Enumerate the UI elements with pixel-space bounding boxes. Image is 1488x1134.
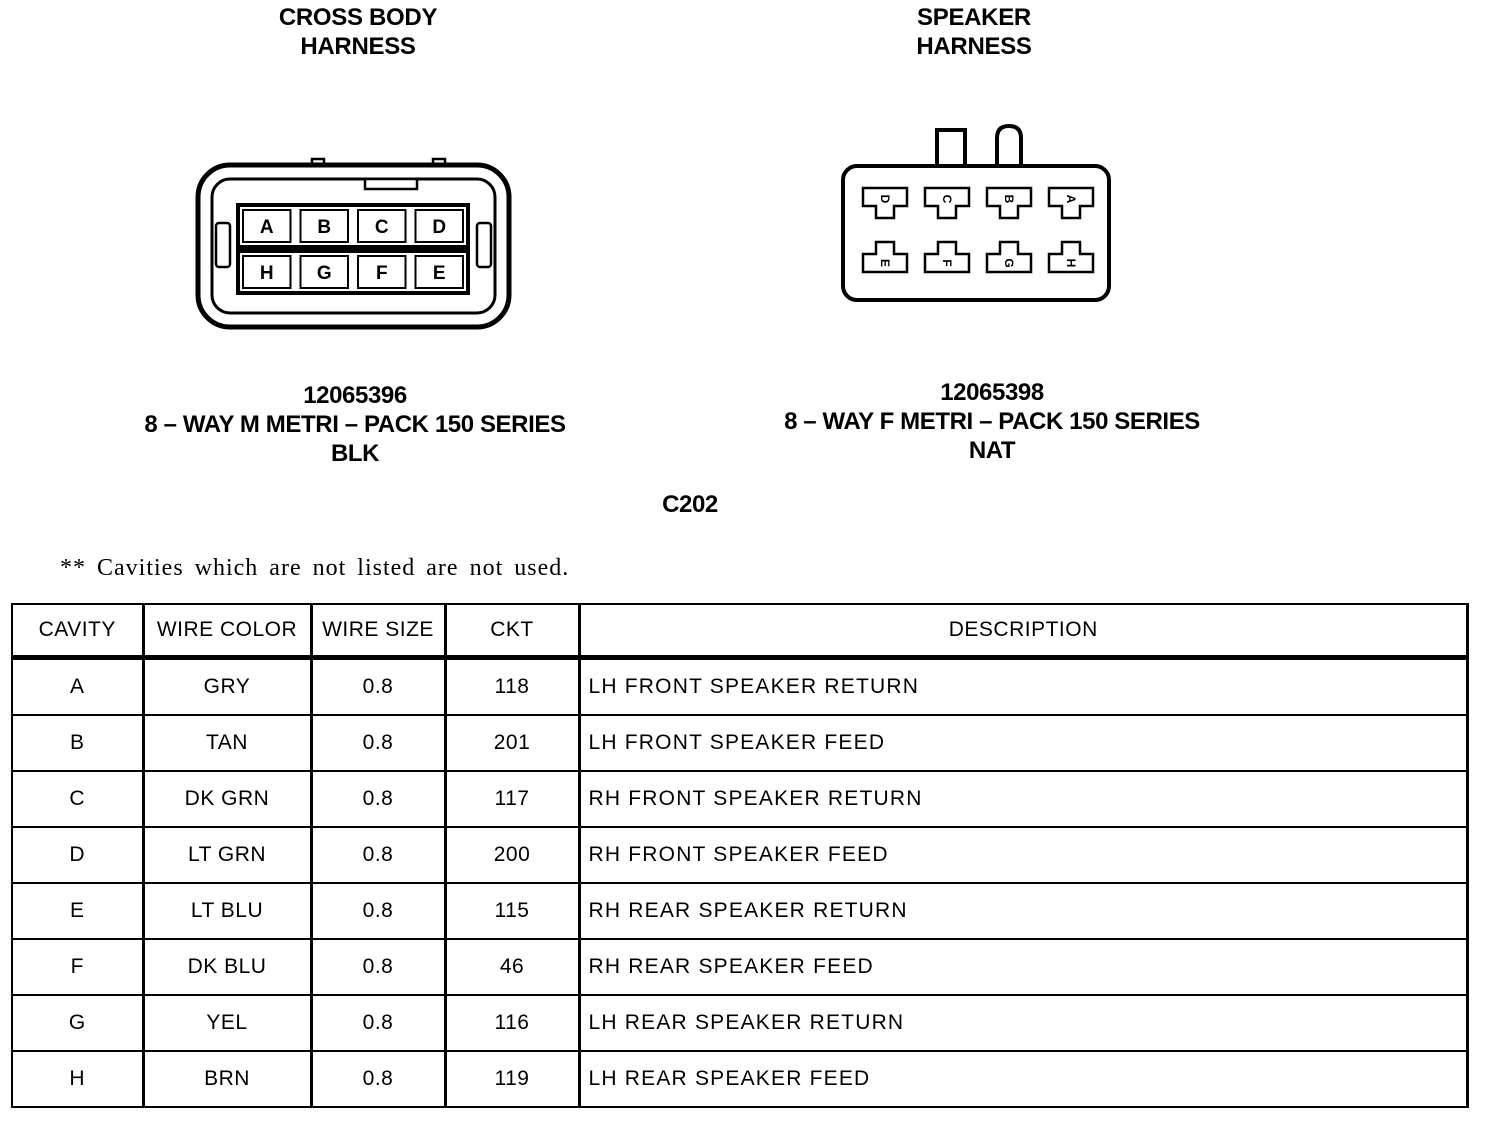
cavity-cell: A bbox=[12, 658, 143, 716]
table-row bbox=[12, 715, 1468, 771]
right-cavity-label: F bbox=[940, 259, 954, 267]
right-cavity-label: A bbox=[1064, 194, 1078, 204]
ckt-cell: 200 bbox=[445, 827, 579, 883]
ckt-cell: 116 bbox=[445, 995, 579, 1051]
cavity-cell: G bbox=[12, 995, 143, 1051]
table-header-row bbox=[12, 604, 1468, 658]
right-connector-type: 8 – WAY F METRI – PACK 150 SERIES bbox=[784, 408, 1200, 435]
table-row bbox=[12, 658, 1468, 716]
left-connector-part-number: 12065396 bbox=[303, 382, 407, 409]
wire-size-cell: 0.8 bbox=[311, 883, 445, 939]
ckt-cell: 118 bbox=[445, 658, 579, 716]
left-connector-diagram bbox=[190, 155, 525, 335]
left-connector-title bbox=[208, 3, 508, 61]
table-row bbox=[12, 939, 1468, 995]
right-cavity-label: B bbox=[1002, 194, 1016, 204]
right-connector-title bbox=[824, 3, 1124, 61]
header-ckt: CKT bbox=[445, 604, 579, 658]
wire-size-cell: 0.8 bbox=[311, 715, 445, 771]
right-cavity-label: C bbox=[940, 194, 954, 204]
right-connector-diagram bbox=[835, 120, 1120, 310]
right-cavity-label: H bbox=[1064, 258, 1078, 268]
wire-color-cell: DK GRN bbox=[143, 771, 311, 827]
left-cavity-label: E bbox=[432, 263, 446, 284]
left-cavity-label: D bbox=[432, 217, 447, 238]
unused-cavities-note: ** Cavities which are not listed are not used. bbox=[60, 555, 570, 581]
wire-size-cell: 0.8 bbox=[311, 658, 445, 716]
header-wire-size: WIRE SIZE bbox=[311, 604, 445, 658]
cavity-table bbox=[11, 603, 1469, 1108]
description-cell: RH FRONT SPEAKER FEED bbox=[579, 827, 1468, 883]
table-row bbox=[12, 771, 1468, 827]
wire-size-cell: 0.8 bbox=[311, 939, 445, 995]
table-row bbox=[12, 1051, 1468, 1107]
description-cell: LH FRONT SPEAKER FEED bbox=[579, 715, 1468, 771]
left-connector-type: 8 – WAY M METRI – PACK 150 SERIES bbox=[144, 411, 566, 438]
left-cavity-label: C bbox=[374, 217, 389, 238]
wire-size-cell: 0.8 bbox=[311, 995, 445, 1051]
cavity-cell: F bbox=[12, 939, 143, 995]
left-cavity-label: A bbox=[259, 217, 274, 238]
wire-size-cell: 0.8 bbox=[311, 827, 445, 883]
left-connector-title-line2: HARNESS bbox=[300, 33, 416, 60]
ckt-cell: 115 bbox=[445, 883, 579, 939]
header-wire-color: WIRE COLOR bbox=[143, 604, 311, 658]
left-cavity-label: B bbox=[317, 217, 332, 238]
wire-size-cell: 0.8 bbox=[311, 1051, 445, 1107]
wire-color-cell: DK BLU bbox=[143, 939, 311, 995]
table-row bbox=[12, 827, 1468, 883]
cavity-cell: D bbox=[12, 827, 143, 883]
cavity-cell: C bbox=[12, 771, 143, 827]
ckt-cell: 117 bbox=[445, 771, 579, 827]
right-cavity-label: G bbox=[1002, 258, 1016, 268]
wire-color-cell: TAN bbox=[143, 715, 311, 771]
left-connector-color: BLK bbox=[330, 440, 380, 467]
ckt-cell: 46 bbox=[445, 939, 579, 995]
left-cavity-label: F bbox=[375, 263, 388, 284]
cavity-cell: H bbox=[12, 1051, 143, 1107]
wire-color-cell: LT BLU bbox=[143, 883, 311, 939]
description-cell: LH FRONT SPEAKER RETURN bbox=[579, 658, 1468, 716]
wire-color-cell: BRN bbox=[143, 1051, 311, 1107]
description-cell: LH REAR SPEAKER FEED bbox=[579, 1051, 1468, 1107]
cavity-cell: E bbox=[12, 883, 143, 939]
description-cell: RH REAR SPEAKER RETURN bbox=[579, 883, 1468, 939]
header-cavity: CAVITY bbox=[12, 604, 143, 658]
right-connector-title-line2: HARNESS bbox=[916, 33, 1032, 60]
ckt-cell: 119 bbox=[445, 1051, 579, 1107]
table-row bbox=[12, 883, 1468, 939]
wire-color-cell: YEL bbox=[143, 995, 311, 1051]
wire-color-cell: LT GRN bbox=[143, 827, 311, 883]
right-cavity-label: D bbox=[878, 194, 892, 204]
left-cavity-label: H bbox=[259, 263, 274, 284]
connector-id: C202 bbox=[662, 491, 718, 518]
description-cell: LH REAR SPEAKER RETURN bbox=[579, 995, 1468, 1051]
left-connector-spec bbox=[90, 381, 620, 468]
description-cell: RH FRONT SPEAKER RETURN bbox=[579, 771, 1468, 827]
right-connector-spec bbox=[712, 378, 1272, 465]
left-connector-title-line1: CROSS BODY bbox=[278, 4, 438, 31]
table-row bbox=[12, 995, 1468, 1051]
right-connector-title-line1: SPEAKER bbox=[917, 4, 1031, 31]
ckt-cell: 201 bbox=[445, 715, 579, 771]
right-connector-part-number: 12065398 bbox=[940, 379, 1044, 406]
wire-color-cell: GRY bbox=[143, 658, 311, 716]
cavity-cell: B bbox=[12, 715, 143, 771]
right-cavity-label: E bbox=[878, 258, 892, 268]
header-description: DESCRIPTION bbox=[579, 604, 1468, 658]
left-cavity-label: G bbox=[316, 263, 332, 284]
description-cell: RH REAR SPEAKER FEED bbox=[579, 939, 1468, 995]
right-connector-color: NAT bbox=[968, 437, 1016, 464]
wire-size-cell: 0.8 bbox=[311, 771, 445, 827]
